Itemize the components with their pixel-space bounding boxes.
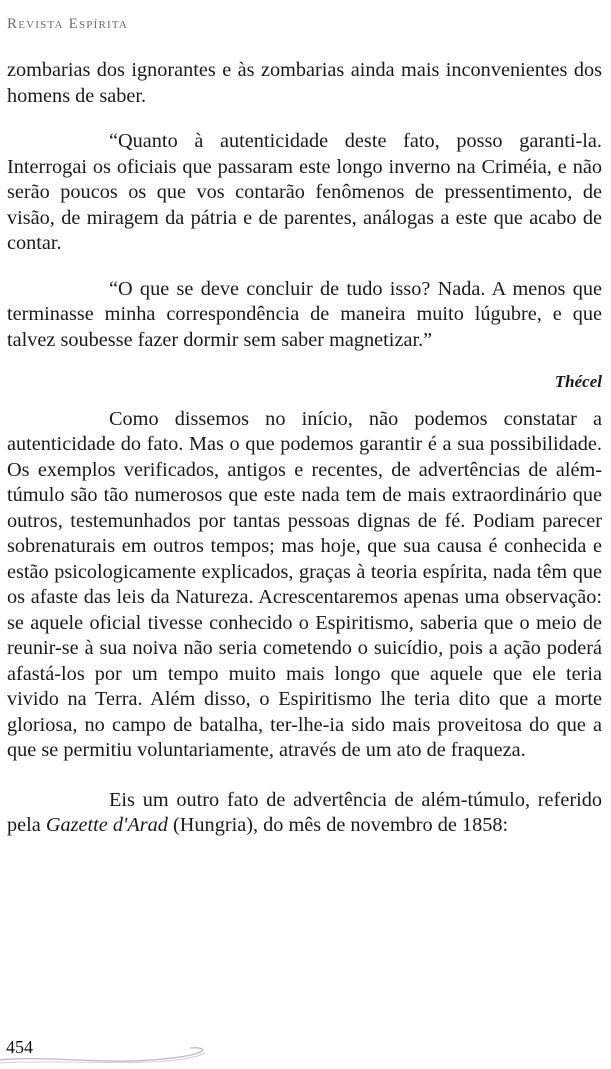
paragraph-commentary: Como dissemos no início, não podemos constatar a autenticidade do fato. Mas o que podemos garantir é a sua possibilidade. Os exemplos verificados, antigos e recentes, de advertências de além-túmulo são tão numerosos que este nada tem de mais extraordinário que outros, testemunhados por tantas pessoas dignas de fé. Podiam parecer sobrenaturais em outros tempos; mas hoje, que sua causa é conhecida e estão psicologicamente explicados, graças à teoria espírita, nada têm que os afaste das leis da Natureza. Acrescentaremos apenas uma observação: se aquele oficial tivesse conhecido o Espiritismo, saberia que o meio de reunir-se à sua noiva não seria cometendo o suicídio, pois a ação poderá afastá-los por um tempo muito mais longo que aquele que ele teria vivido na Terra. Além disso, o Espiritismo lhe teria dito que a morte gloriosa, no campo de batalha, ter-lhe-ia sido mais proveitosa do que a que se permitiu voluntariamente, através de um ato de fraqueza. — [7, 407, 602, 761]
paragraph-quote-authenticity: “Quanto à autenticidade deste fato, posso garanti-la. Interrogai os oficiais que passaram este longo inverno na Criméia, e não serão poucos os que vos contarão fenômenos de pressentimento, de visão, de miragem da pátria e de parentes, análogas a este que acabo de contar. — [7, 130, 602, 254]
paragraph-next-fact — [7, 788, 602, 839]
running-head: Revista Espírita — [7, 16, 129, 32]
paragraph-continuation: zombarias dos ignorantes e às zombarias ainda mais inconvenientes dos homens de saber. — [7, 59, 602, 107]
paragraph-quote-conclusion: “O que se deve concluir de tudo isso? Nada. A menos que terminasse minha correspondência de maneira muito lúgubre, e que talvez soubesse fazer dormir sem saber magnetizar.” — [7, 277, 602, 351]
page-body — [7, 58, 602, 839]
text-after-source: (Hungria), do mês de novembro de 1858: — [167, 814, 509, 836]
source-title: Gazette d'Arad — [45, 814, 168, 836]
author-signature: Thécel — [554, 372, 602, 391]
page-number: 454 — [6, 1037, 33, 1057]
text-before-source: Eis um outro fato de advertência de além-túmulo, referido pela — [7, 788, 602, 836]
